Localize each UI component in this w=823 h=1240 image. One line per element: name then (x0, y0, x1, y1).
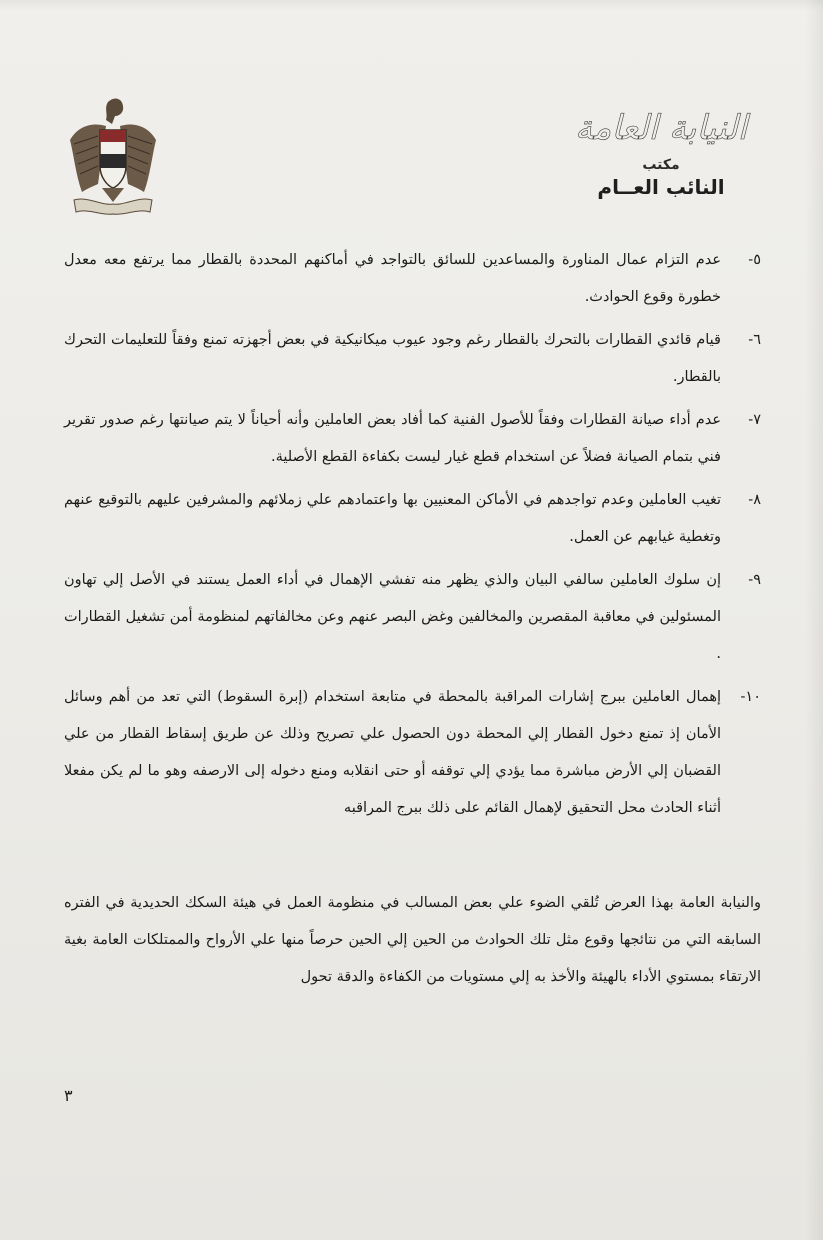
list-item (64, 322, 761, 396)
item-number: ١٠- (740, 689, 761, 705)
list-item (64, 482, 761, 556)
item-text: قيام قائدي القطارات بالتحرك بالقطار رغم وجود عيوب ميكانيكية في بعض أجهزته تمنع وفقاً للتعليمات التحرك بالقطار. (64, 332, 721, 385)
item-text: عدم أداء صيانة القطارات وفقاً للأصول الفنية كما أفاد بعض العاملين وأنه أحياناً لا يتم صيانتها رغم صدور تقرير فني بتمام الصيانة فضلاً عن استخدام قطع غيار ليست بكفاءة القطع الأصلية. (64, 412, 721, 465)
closing-paragraph: والنيابة العامة بهذا العرض تُلقي الضوء علي بعض المسالب في منظومة العمل في هيئة السكك الحديدية في الفتره السابقه التي من نتائجها وقوع مثل تلك الحوادث من الحين إلي الحين حرصاً منها علي الأرواح والممتلكات العامة بغية الارتقاء بمستوي الأداء بالهيئة والأخذ به إلي مستويات من الكفاءة والدقة تحول (64, 895, 761, 985)
eagle-emblem-icon (68, 96, 158, 220)
list-item (64, 562, 761, 673)
office-title: النيابة العامة (574, 108, 748, 148)
list-item (64, 679, 761, 827)
page-edge-shadow (805, 0, 823, 1240)
item-text: تغيب العاملين وعدم تواجدهم في الأماكن المعنيين بها واعتمادهم علي زملائهم والمشرفين عليهم بالتوقيع عنهم وتغطية غيابهم عن العمل. (64, 492, 721, 545)
item-number: ٥- (748, 252, 761, 268)
item-text: عدم التزام عمال المناورة والمساعدين للسائق بالتواجد في أماكنهم المحددة بالقطار مما يرتفع معه معدل خطورة وقوع الحوادث. (64, 252, 721, 305)
page-number: ٣ (64, 1086, 73, 1105)
office-subtitle: مكتب (642, 157, 680, 173)
item-number: ٦- (748, 332, 761, 348)
item-number: ٧- (748, 412, 761, 428)
letterhead (60, 96, 761, 226)
document-body (64, 242, 761, 996)
office-name: النائب العــام (597, 175, 725, 199)
list-item (64, 242, 761, 316)
item-number: ٨- (748, 492, 761, 508)
list-item (64, 402, 761, 476)
item-text: إن سلوك العاملين سالفي البيان والذي يظهر منه تفشي الإهمال في أداء العمل يستند في الأصل إلي تهاون المسئولين في معاقبة المقصرين والمخالفين وغض البصر عنهم وعن مخالفاتهم لمنظومة أمن تشغيل القطارات . (64, 572, 721, 662)
page-top-shadow (0, 0, 823, 10)
item-number: ٩- (748, 572, 761, 588)
item-text: إهمال العاملين ببرج إشارات المراقبة بالمحطة في متابعة استخدام (إبرة السقوط) التي تعد من أهم وسائل الأمان إذ تمنع دخول القطار إلي المحطة دون الحصول علي تصريح وذلك عن طريق إسقاط القطار من علي القضبان إلي الأرض مباشرة مما يؤدي إلي توقفه أو حتى انقلابه ومنع دخوله إلى الارصفه وهو ما لم يكن مفعلا أثناء الحادث محل التحقيق لإهمال القائم على ذلك ببرج المراقبه (64, 689, 722, 816)
office-heading (561, 108, 761, 200)
